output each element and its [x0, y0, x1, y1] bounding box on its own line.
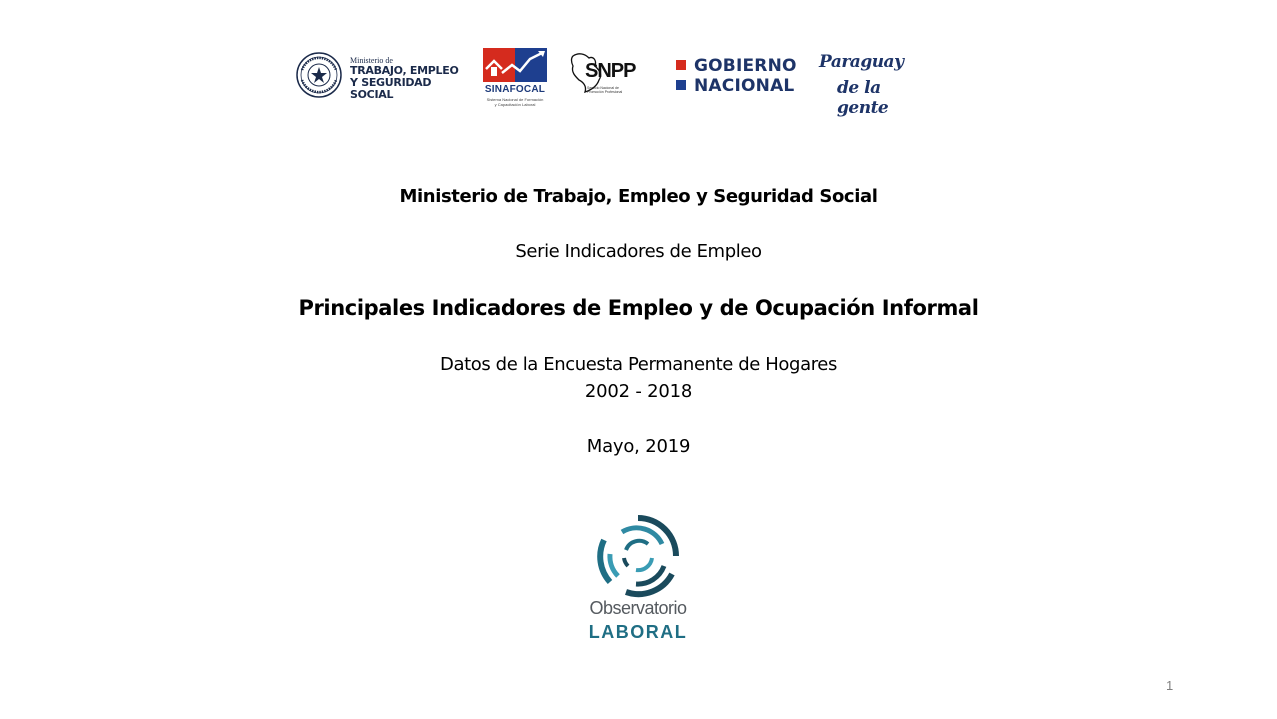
sinafocal-sub2: y Capacitación Laboral	[494, 102, 536, 107]
document-title: Principales Indicadores de Empleo y de Ocupación Informal	[298, 296, 979, 320]
sinafocal-logo	[482, 47, 548, 115]
mtess-logo	[296, 50, 471, 100]
observatorio-name: Observatorio	[589, 598, 687, 618]
gobierno-line1: GOBIERNO	[694, 56, 797, 76]
flag-blue-square-icon	[676, 80, 686, 90]
observatorio-rings-icon	[596, 514, 680, 598]
sinafocal-sub1: Sistema Nacional de Formación	[486, 97, 544, 102]
snpp-logo	[569, 50, 647, 100]
observatorio-laboral-logo	[577, 512, 699, 652]
observatorio-subtitle: LABORAL	[588, 622, 688, 642]
paraguay-line2: de la gente	[837, 78, 889, 118]
series-name: Serie Indicadores de Empleo	[515, 241, 762, 262]
snpp-subtitle	[587, 86, 647, 94]
mtess-line2: TRABAJO, EMPLEO	[350, 64, 459, 77]
sinafocal-name: SINAFOCAL	[484, 84, 546, 95]
sinafocal-house-chart-icon	[482, 47, 548, 84]
national-seal-icon	[296, 52, 342, 98]
sinafocal-subtitle	[482, 97, 548, 107]
gobierno-line2: NACIONAL	[694, 76, 795, 96]
organization-title: Ministerio de Trabajo, Empleo y Seguridad Social	[399, 186, 878, 207]
gobierno-nacional-logo	[674, 54, 804, 98]
snpp-name: SNPP	[585, 60, 636, 82]
snpp-sub1: Servicio Nacional de	[587, 86, 619, 90]
mtess-line1: Ministerio de	[350, 56, 393, 65]
page-number: 1	[1166, 678, 1174, 693]
paraguay-de-la-gente-logo	[815, 48, 925, 118]
logo-bar	[0, 44, 1277, 116]
snpp-sub2: Promoción Profesional	[587, 90, 623, 94]
publication-date: Mayo, 2019	[586, 436, 691, 457]
paraguay-line1: Paraguay	[819, 52, 904, 72]
data-source: Datos de la Encuesta Permanente de Hogares	[440, 354, 837, 375]
flag-red-square-icon	[676, 60, 686, 70]
year-range: 2002 - 2018	[584, 381, 693, 402]
mtess-line3: Y SEGURIDAD SOCIAL	[350, 76, 432, 101]
